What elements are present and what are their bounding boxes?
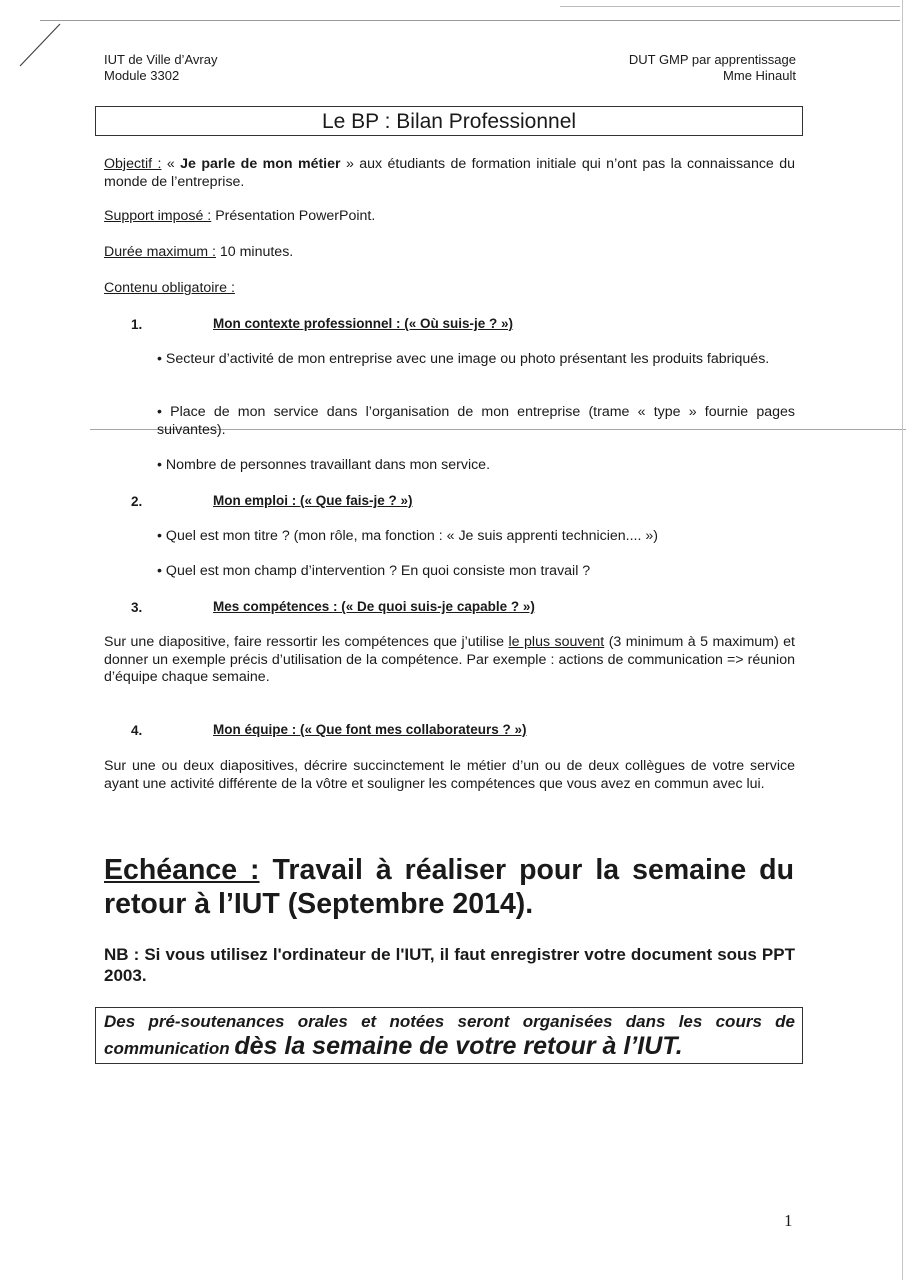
section-1-item-1: • Secteur d’activité de mon entreprise avec une image ou photo présentant les produits fabriqués. <box>157 351 770 367</box>
echeance-label: Echéance : <box>104 854 260 886</box>
section-2-heading: Mon emploi : (« Que fais-je ? ») <box>213 493 413 508</box>
support-line <box>104 208 375 226</box>
section-1-item-3: • Nombre de personnes travaillant dans mon service. <box>157 457 491 473</box>
objectif-bold: Je parle de mon métier <box>180 156 341 172</box>
final-note-large: dès la semaine de votre retour à l’IUT. <box>234 1032 683 1060</box>
duree-value: 10 minutes. <box>215 244 294 260</box>
echeance-text: Travail à réaliser pour la semaine du retour à l’IUT (Septembre 2014). <box>104 854 794 920</box>
final-note-line-1: Des pré-soutenances orales et notées seront organisées dans les cours de <box>104 1012 795 1031</box>
section-3-emphasis: le plus souvent <box>508 634 605 650</box>
section-3-text-after: (3 minimum à 5 maximum) et donner un exemple précis d’utilisation de la compétence. Par exemple : actions de communication => réunion d’équipe chaque semaine. <box>104 634 796 685</box>
scan-artifact-slash <box>18 22 62 68</box>
support-label: Support imposé : <box>104 208 212 224</box>
objectif-paragraph <box>104 156 795 191</box>
section-2-item-1: • Quel est mon titre ? (mon rôle, ma fonction : « Je suis apprenti technicien.... ») <box>157 528 658 544</box>
final-note-box <box>95 1007 803 1064</box>
scan-artifact-top-2 <box>560 6 900 7</box>
section-4-heading: Mon équipe : (« Que font mes collaborateurs ? ») <box>213 722 527 737</box>
objectif-label: Objectif : <box>104 156 162 172</box>
section-3-heading: Mes compétences : (« De quoi suis-je capable ? ») <box>213 599 535 614</box>
program-name: DUT GMP par apprentissage <box>628 52 796 67</box>
school-name: IUT de Ville d’Avray <box>104 52 218 67</box>
section-1-item-2: • Place de mon service dans l’organisation de mon entreprise (trame « type » fournie pages suivantes). <box>157 404 795 438</box>
contenu-label: Contenu obligatoire : <box>104 280 235 296</box>
section-4-paragraph: Sur une ou deux diapositives, décrire succinctement le métier d’un ou de deux collègues de votre service ayant une activité différente de la vôtre et souligner les compétences que vous avez en commun avec lui. <box>104 758 795 792</box>
final-note-small: communication <box>104 1039 235 1058</box>
section-3-text-before: Sur une diapositive, faire ressortir les compétences que j’utilise <box>104 634 509 650</box>
scan-artifact-right-edge <box>902 0 903 1280</box>
objectif-rest: » aux étudiants de formation initiale qui n’ont pas la connaissance du monde de l’entreprise. <box>104 156 795 190</box>
section-2-number: 2. <box>131 494 143 509</box>
section-4-number: 4. <box>131 723 143 738</box>
header-right <box>629 52 796 84</box>
page-title: Le BP : Bilan Professionnel <box>95 106 803 136</box>
header-left <box>104 52 217 84</box>
section-2-item-2: • Quel est mon champ d’intervention ? En quoi consiste mon travail ? <box>157 563 591 579</box>
section-3-number: 3. <box>131 600 143 615</box>
scan-artifact-top <box>40 20 900 21</box>
objectif-quote-open: « <box>166 156 181 172</box>
duree-line <box>104 244 293 262</box>
support-value: Présentation PowerPoint. <box>211 208 376 224</box>
duree-label: Durée maximum : <box>104 244 216 260</box>
teacher-name: Mme Hinault <box>723 68 796 83</box>
module-code: Module 3302 <box>104 68 180 83</box>
section-3-paragraph <box>104 634 795 687</box>
final-note-line-2 <box>104 1033 795 1062</box>
page-number: 1 <box>784 1211 793 1230</box>
nb-paragraph: NB : Si vous utilisez l'ordinateur de l'IUT, il faut enregistrer votre document sous PPT 2003. <box>104 945 795 985</box>
section-1-heading: Mon contexte professionnel : (« Où suis-je ? ») <box>213 316 514 331</box>
section-1-number: 1. <box>131 317 143 332</box>
echeance-paragraph <box>104 853 794 921</box>
